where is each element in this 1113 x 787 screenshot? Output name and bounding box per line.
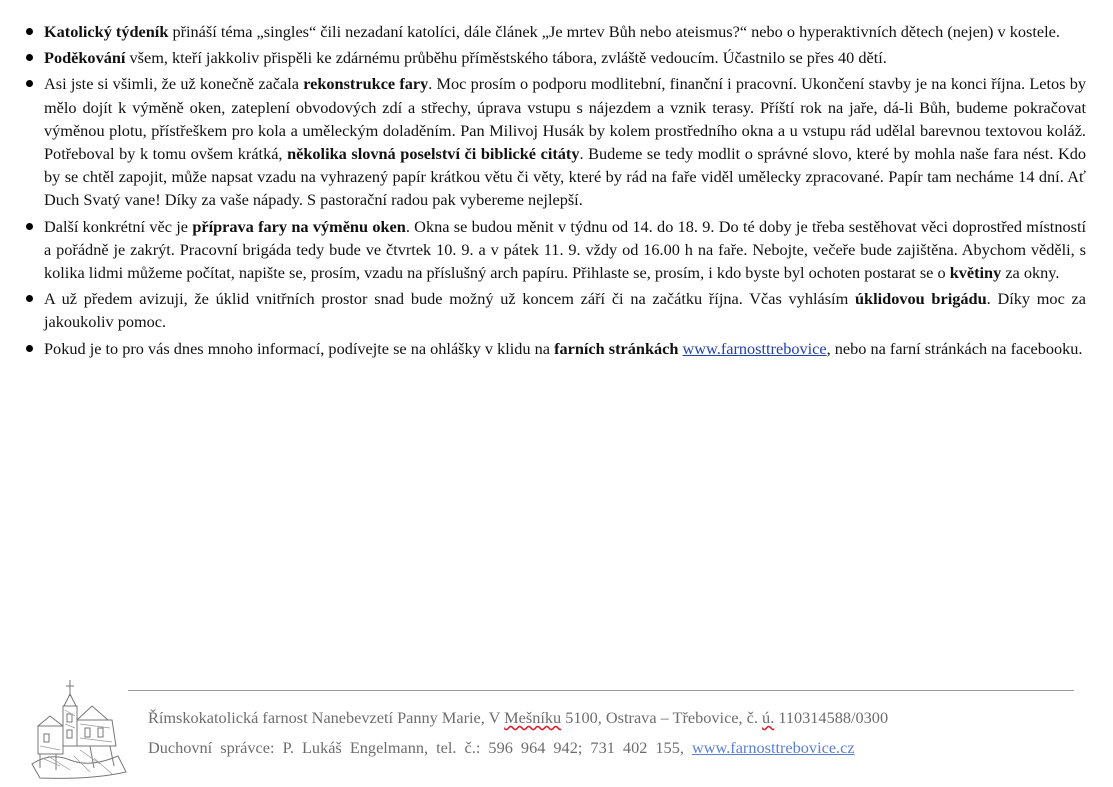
item-text: Pokud je to pro vás dnes mnoho informací, podívejte se na ohlášky v klidu na [44, 338, 555, 358]
list-item [22, 287, 1086, 333]
item-emphasis: úklidovou brigádu [855, 289, 987, 309]
item-text: všem, kteří jakkoliv přispěli ke zdárnému průběhu příměstského tábora, zvláště vedoucím. Účastnilo se přes 40 dětí. [125, 48, 887, 68]
list-item [22, 46, 1086, 69]
item-heading: Poděkování [44, 48, 126, 68]
parish-website-link[interactable]: www.farnosttrebovice [682, 338, 827, 358]
list-item [22, 337, 1086, 360]
item-emphasis: květiny [949, 263, 1002, 283]
item-text: přináší téma „singles“ čili nezadaní katolíci, dále článek „Je mrtev Bůh nebo ateismus?“ nebo o hyperaktivních dětech (nejen) v kostele. [168, 22, 1060, 41]
footer-website-link[interactable]: www.farnosttrebovice.cz [691, 738, 855, 757]
item-text: za okny. [1001, 263, 1060, 283]
list-item [22, 20, 1086, 43]
list-item [22, 215, 1086, 285]
footer-text: Duchovní správce: P. Lukáš Engelmann, tel. č.: 596 964 942; 731 402 155, [148, 738, 692, 757]
announcement-list [22, 20, 1086, 360]
item-emphasis: několika slovná poselství či biblické citáty [287, 144, 580, 164]
footer-text: Mešníku [504, 708, 562, 727]
item-text: . Okna se budou měnit v týdnu od 14. do 18. 9. Do té doby je třeba sestěhovat věci doprostřed místností a pořádně je zakrýt. Pracovní brigáda tedy bude ve čtvrtek 10. 9. a v pátek 11. 9. vždy od 16.00 h na faře. Nebojte, večeře bude zajištěna. Abychom věděli, s kolika lidmi můžeme počítat, napište se, prosím, vzadu na příslušný arch papíru. Přihlaste se, prosím, i kdo byste byl ochoten postarat se o [44, 216, 1086, 283]
item-text: . Moc prosím o podporu modlitební, finanční i pracovní. Ukončení stavby je na konci října. Letos by mělo dojít k výměně oken, zateplení obvodových zdí a střechy, úprava vstupu s nájezdem a vznik terasy. Příští rok na jaře, dá-li Bůh, budeme pokračovat výměnou plotu, přístřeškem pro kola a uměleckým doladěním. Pan Milivoj Husák by kolem prostředního okna a u vstupu rád udělal barevnou textovou koláž. Potřeboval by k tomu ovšem krátká, [44, 74, 1086, 164]
item-text: Další konkrétní věc je [44, 216, 193, 236]
item-text: . Budeme se tedy modlit o správné slovo, které by mohla naše fara nést. Kdo by se chtěl zapojit, může napsat vzadu na vyhrazený papír krátkou větu či věty, které by rád na faře viděl umělecky zpracované. Papír tam necháme 14 dní. Ať Duch Svatý vane! Díky za vaše nápady. S pastorační radou pak vybereme nejlepší. [44, 144, 1086, 210]
footer-text: Římskokatolická farnost Nanebevzetí Panny Marie, V [148, 708, 505, 727]
footer-address [148, 708, 888, 728]
footer-contact [148, 738, 855, 758]
item-text: . Díky moc za jakoukoliv pomoc. [44, 289, 1086, 332]
list-item [22, 72, 1086, 211]
announcements [22, 20, 1086, 363]
footer-text: 5100, Ostrava – Třebovice, č. [561, 708, 763, 727]
item-text: A už předem avizuji, že úklid vnitřních prostor snad bude možný už koncem září či na začátku října. Včas vyhlásím [44, 289, 855, 309]
item-text: , nebo na farní stránkách na facebooku. [826, 338, 1083, 358]
item-heading: Katolický týdeník [44, 22, 169, 41]
footer-divider [128, 690, 1074, 691]
item-emphasis: rekonstrukce fary [303, 74, 429, 94]
footer-text: 110314588/0300 [774, 708, 889, 727]
item-emphasis: příprava fary na výměnu oken [192, 216, 406, 236]
item-emphasis: farních stránkách [554, 338, 679, 358]
footer-text: ú. [762, 708, 775, 727]
item-text: Asi jste si všimli, že už konečně začala [44, 74, 304, 94]
church-sketch-logo-icon [30, 676, 130, 786]
